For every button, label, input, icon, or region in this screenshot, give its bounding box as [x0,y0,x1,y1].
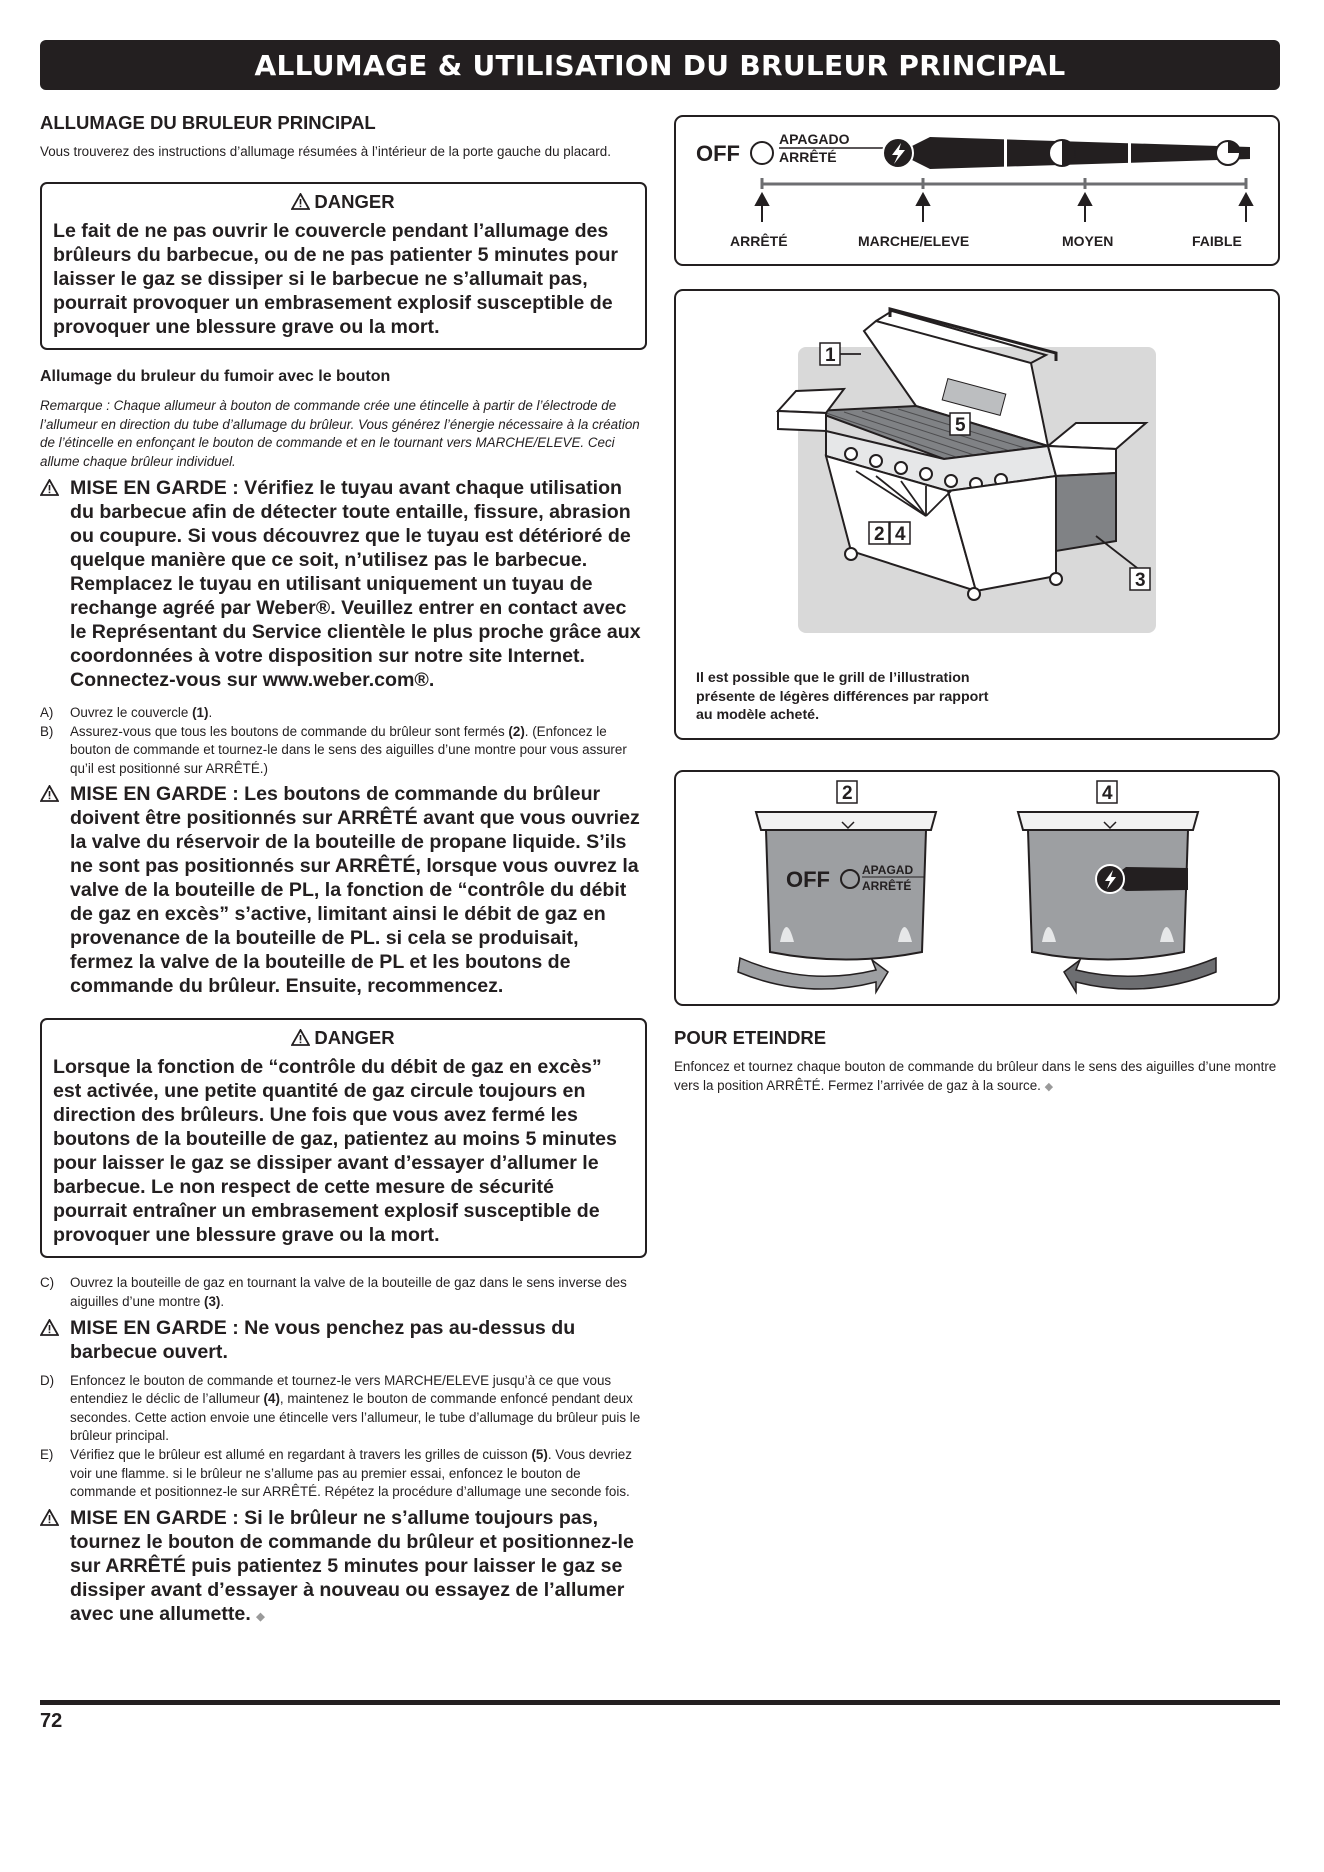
page-banner-title: ALLUMAGE & UTILISATION DU BRULEUR PRINCIPAL [40,40,1280,90]
warning-triangle-icon [40,479,59,496]
svg-text:APAGAD: APAGAD [862,863,914,877]
callout-4: 4 [895,524,906,545]
dial-label-faible: FAIBLE [1192,233,1242,249]
warning-text: MISE EN GARDE : Vérifiez le tuyau avant chaque utilisation du barbecue afin de détecter toute entaille, fissure, abrasion ou coupure. Si vous découvrez que le tuyau est détérioré de quelque manière que ce soit, n’utilisez pas le barbecue. Remplacez le tuyau en utilisant uniquement un tuyau de rechange agréé par Weber®. Veuillez entrer en contact avec le Représentant du Service clientèle le plus proche grâce aux coordonnées à votre disposition sur notre site Internet. Connectez-vous sur www.weber.com®. [70,476,641,691]
warning-triangle-icon [40,1319,59,1336]
illustration-caption: Il est possible que le grill de l’illustration présente de légères différences par rapport au modèle acheté. [696,670,989,724]
grill-illustration-panel [674,289,1280,740]
step-c: C) Ouvrez la bouteille de gaz en tournant la valve de la bouteille de gaz dans le sens inverse des aiguilles d’une montre (3). [40,1275,627,1309]
danger-box-1 [40,182,647,350]
svg-text:ARRÊTÉ: ARRÊTÉ [862,879,912,893]
warning-block [40,1506,647,1629]
warning-triangle-icon [291,193,310,210]
knob-rotation-diagram [676,772,1278,1004]
step-d: D) Enfoncez le bouton de commande et tournez-le vers MARCHE/ELEVE jusqu’à ce que vous entendiez le déclic de l’allumeur (4), maintenez le bouton de commande enfoncé pendant deux secondes. Cette action envoie une étincelle vers l’allumeur, le tube d’allumage du brûleur puis le brûleur principal. [40,1372,641,1444]
svg-text:OFF: OFF [786,867,830,892]
danger-body: Le fait de ne pas ouvrir le couvercle pendant l’allumage des brûleurs du barbecue, ou de ne pas patienter 5 minutes pour laisser le gaz se dissiper si le barbecue ne s’allumait pas, pourrait provoquer un embrasement explosif susceptible de provoquer une blessure grave ou la mort. [53,219,619,338]
warning-block [40,476,647,692]
knob-callout-2: 2 [842,783,853,804]
intro-text: Vous trouverez des instructions d’allumage résumées à l’intérieur de la porte gauche du placard. [40,144,611,159]
callout-2: 2 [874,524,885,545]
warning-text: MISE EN GARDE : Ne vous penchez pas au-dessus du barbecue ouvert. [70,1316,576,1363]
knob-off-position [756,812,936,960]
dial-label-arrete: ARRÊTÉ [730,233,788,249]
end-mark-icon: ◆ [256,1610,265,1623]
wheel [968,588,980,600]
wheel [845,548,857,560]
clockwise-arrow-icon [738,958,888,992]
section-heading-allumage: ALLUMAGE DU BRULEUR PRINCIPAL [40,112,376,133]
dial-label-moyen: MOYEN [1062,233,1114,249]
propane-tank-area [1056,473,1116,551]
remarque-note: Remarque : Chaque allumeur à bouton de commande crée une étincelle à partir de l’électrode de l’allumeur en direction du tube d’allumage du brûleur. Vous générez l’énergie nécessaire à la création de l’étincelle en enfonçant le bouton de commande et en le tournant vers MARCHE/ELEVE. Ceci allume chaque brûleur individuel. [40,397,640,470]
knob-callout-4: 4 [1102,783,1113,804]
danger-box-2 [40,1018,647,1258]
section-heading-eteindre: POUR ETEINDRE [674,1027,827,1048]
danger-title: DANGER [314,1027,395,1049]
dial-settings-panel [674,115,1280,266]
warning-block [40,782,647,998]
warning-text: MISE EN GARDE : Les boutons de commande du brûleur doivent être positionnés sur ARRÊTÉ avant que vous ouvriez la valve du réservoir de la bouteille de propane liquide. S’ils ne sont pas positionnés sur ARRÊTÉ, lorsque vous ouvrez la valve de la bouteille de PL, la fonction de “contrôle du débit de gaz en excès” s’active, limitant ainsi le débit de gaz en provenance de la bouteille de PL. si cela se produisait, fermez la valve de la bouteille de PL et les boutons de commande du brûleur. Ensuite, recommencez. [70,783,640,998]
warning-triangle-icon [40,1509,59,1526]
knob-rotation-panel [674,770,1280,1006]
step-e: E) Vérifiez que le brûleur est allumé en regardant à travers les grilles de cuisson (5). Vous devriez voir une flamme. si le brûleur ne s’allume pas au premier essai, enfoncez le bouton de commande et positionnez-le sur ARRÊTÉ. Répétez la procédure d’allumage une seconde fois. [40,1446,632,1500]
dial-arrete-label: ARRÊTÉ [779,149,837,165]
warning-text: MISE EN GARDE : Si le brûleur ne s’allume toujours pas, tournez le bouton de commande du brûleur et positionnez-le sur ARRÊTÉ puis patientez 5 minutes pour laisser le gaz se dissiper avant d’essayer à nouveau ou essayez de l’allumer avec une allumette. [70,1506,634,1625]
dial-diagram [676,117,1278,264]
danger-title: DANGER [314,190,395,212]
end-mark-icon: ◆ [1044,1080,1054,1093]
page-number: 72 [40,1710,63,1732]
warning-triangle-icon [291,1029,310,1046]
counterclockwise-arrow-icon [1064,958,1216,992]
callout-1: 1 [825,345,836,366]
warning-triangle-icon [40,785,59,802]
subheading-allumage-bouton: Allumage du bruleur du fumoir avec le bouton [40,367,391,385]
dial-label-marche-eleve: MARCHE/ELEVE [858,233,970,249]
step-a: A) Ouvrez le couvercle (1). [40,704,213,720]
callout-5: 5 [955,415,966,436]
dial-off-label: OFF [696,141,740,166]
callout-3: 3 [1135,570,1146,591]
dial-apagado-label: APAGADO [779,131,850,147]
step-b: B) Assurez-vous que tous les boutons de commande du brûleur sont fermés (2). (Enfoncez le bouton de commande et tournez-le dans le sens des aiguilles d’une montre pour vous assurer qu’il est positionné sur ARRÊTÉ.) [40,723,627,776]
off-circle-icon [751,142,773,164]
wheel [1050,573,1062,585]
warning-block [40,1316,647,1364]
footer-rule [40,1700,1280,1705]
pour-eteindre-section [674,1027,1280,1097]
left-column [40,112,647,1629]
danger-body: Lorsque la fonction de “contrôle du débit de gaz en excès” est activée, une petite quantité de gaz circule toujours en direction des brûleurs. Une fois que vous avez fermé les boutons de la bouteille de gaz, patientez au moins 5 minutes pour laisser le gaz se dissiper avant d’essayer d’allumer le barbecue. Le non respect de cette mesure de sécurité pourrait entraîner un embrasement explosif susceptible de provoquer une blessure grave ou la mort. [53,1056,617,1247]
knob-high-position [1018,812,1198,960]
eteindre-text: Enfoncez et tournez chaque bouton de commande du brûleur dans le sens des aiguilles d’une montre vers la position ARRÊTÉ. Fermez l’arrivée de gaz à la source. [674,1059,1277,1093]
